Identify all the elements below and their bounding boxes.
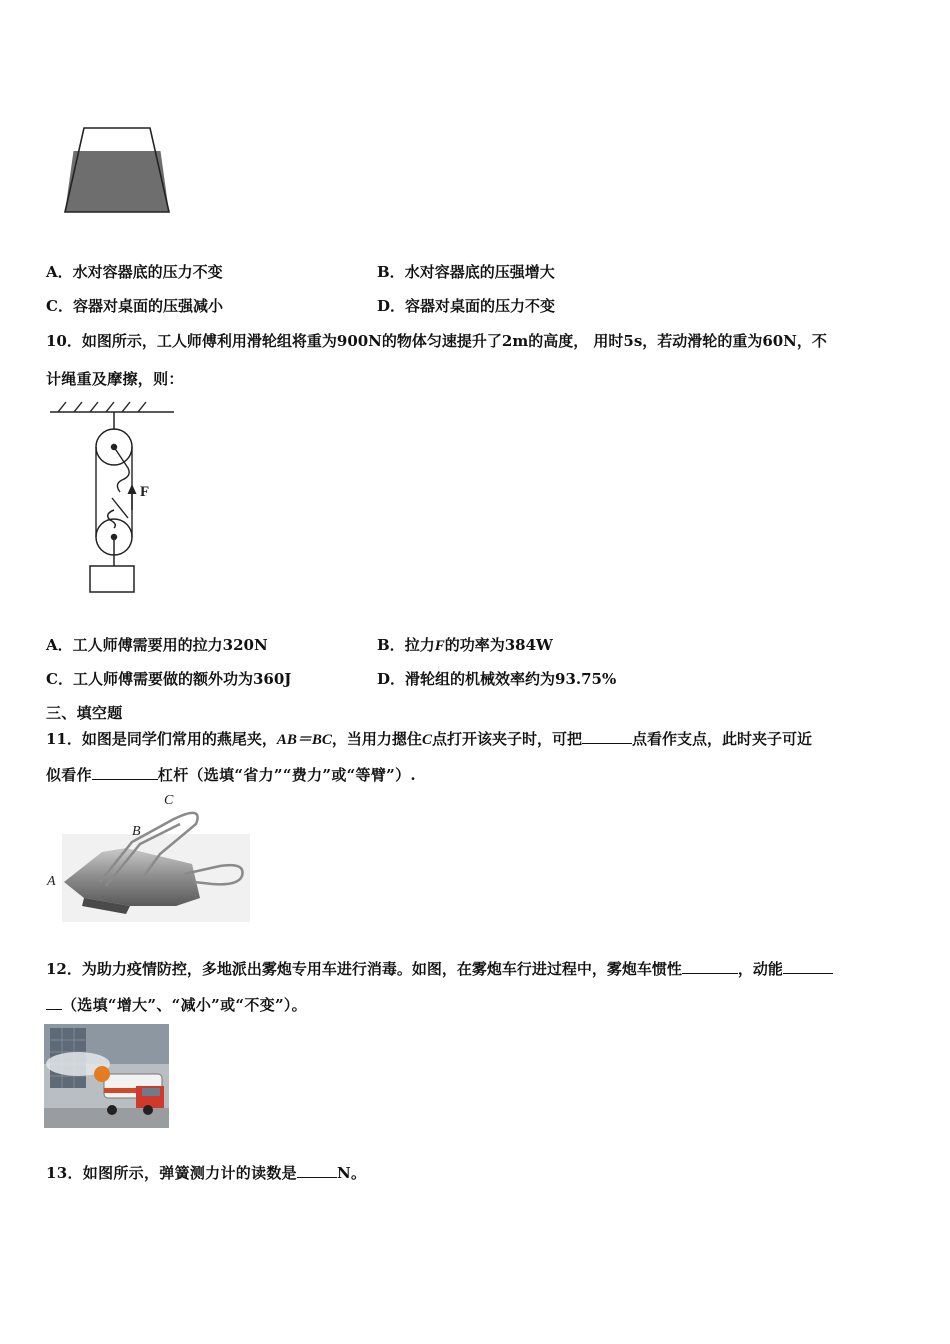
q9-option-c[interactable] xyxy=(46,295,223,316)
q13-text: 13．如图所示，弹簧测力计的读数是 xyxy=(46,1164,297,1182)
load-block xyxy=(90,566,134,592)
q13-text: N。 xyxy=(336,1164,367,1182)
q11-text: 点看作支点，此时夹子可近 xyxy=(631,730,812,748)
option-text: 工人师傅需要用的拉力320N xyxy=(72,636,268,654)
option-variable: F xyxy=(434,638,445,654)
q12-stem-line1 xyxy=(46,958,833,979)
option-letter: B． xyxy=(377,636,405,654)
q11-text: 点打开该夹子时，可把 xyxy=(431,730,582,748)
option-letter: D． xyxy=(377,670,406,688)
option-text: 容器对桌面的压力不变 xyxy=(405,297,556,315)
q11-stem-line1 xyxy=(46,728,812,749)
force-label: F xyxy=(140,484,150,500)
q9-option-d[interactable] xyxy=(377,295,555,316)
q11-variable: C xyxy=(421,732,432,748)
q10-option-a[interactable] xyxy=(46,634,268,655)
q10-option-b[interactable] xyxy=(377,634,553,655)
q9-option-b[interactable] xyxy=(377,261,555,282)
option-letter: C． xyxy=(46,297,73,315)
option-text: 容器对桌面的压强减小 xyxy=(72,297,223,315)
q11-text: 似看作 xyxy=(46,766,92,784)
q11-variable: AB＝BC xyxy=(276,732,332,748)
q13-stem xyxy=(46,1162,366,1183)
force-arrow xyxy=(128,484,137,510)
option-text: 水对容器底的压强增大 xyxy=(404,263,555,281)
fog-cannon-truck-photo xyxy=(44,1024,169,1128)
binder-clip-figure xyxy=(44,790,254,924)
clip-label-a: A xyxy=(47,874,56,889)
q12-text: 12．为助力疫情防控，多地派出雾炮专用车进行消毒。如图，在雾炮车行进过程中，雾炮车惯性 xyxy=(46,960,682,978)
fog-cannon xyxy=(94,1066,110,1082)
q11-stem-line2 xyxy=(46,764,416,785)
q12-text: （选填“增大”、“减小”或“不变”）。 xyxy=(62,996,307,1014)
q9-option-a[interactable] xyxy=(46,261,223,282)
q10-option-d[interactable] xyxy=(377,668,616,689)
q11-text: ，当用力摁住 xyxy=(331,730,422,748)
option-letter: C． xyxy=(46,670,73,688)
answer-blank[interactable] xyxy=(682,959,738,974)
section-title: 三、填空题 xyxy=(46,704,123,722)
option-text: 工人师傅需要做的额外功为360J xyxy=(72,670,292,688)
fixed-pulley xyxy=(96,412,132,465)
answer-blank[interactable] xyxy=(297,1163,337,1178)
water-fill xyxy=(65,151,169,212)
answer-blank[interactable] xyxy=(783,959,833,974)
q10-stem-line2: 计绳重及摩擦，则： xyxy=(46,370,184,388)
option-letter: D． xyxy=(377,297,406,315)
q11-text: 杠杆（选填“省力”“费力”或“等臂”）. xyxy=(157,766,416,784)
answer-blank[interactable] xyxy=(582,729,632,744)
movable-pulley xyxy=(96,510,132,566)
option-letter: A． xyxy=(46,636,73,654)
q11-text: 11．如图是同学们常用的燕尾夹， xyxy=(46,730,277,748)
option-text-post: 的功率为384W xyxy=(444,636,553,654)
answer-blank[interactable] xyxy=(46,995,62,1010)
q10-stem-line1: 10．如图所示，工人师傅利用滑轮组将重为900N的物体匀速提升了2m的高度， 用时5s，若动滑轮的重为60N，不 xyxy=(46,332,827,350)
clip-label-c: C xyxy=(164,793,174,808)
clip-label-b: B xyxy=(132,824,141,839)
q12-stem-line2 xyxy=(46,994,307,1015)
option-text: 水对容器底的压力不变 xyxy=(72,263,223,281)
pulley-figure xyxy=(48,400,178,596)
q12-text: ，动能 xyxy=(737,960,783,978)
ceiling-hatch xyxy=(50,402,174,412)
answer-blank[interactable] xyxy=(92,765,158,780)
option-letter: A． xyxy=(46,263,73,281)
container-figure xyxy=(62,124,174,216)
q10-option-c[interactable] xyxy=(46,668,291,689)
option-text: 滑轮组的机械效率约为93.75% xyxy=(405,670,617,688)
option-letter: B． xyxy=(377,263,405,281)
option-text-pre: 拉力 xyxy=(404,636,435,654)
